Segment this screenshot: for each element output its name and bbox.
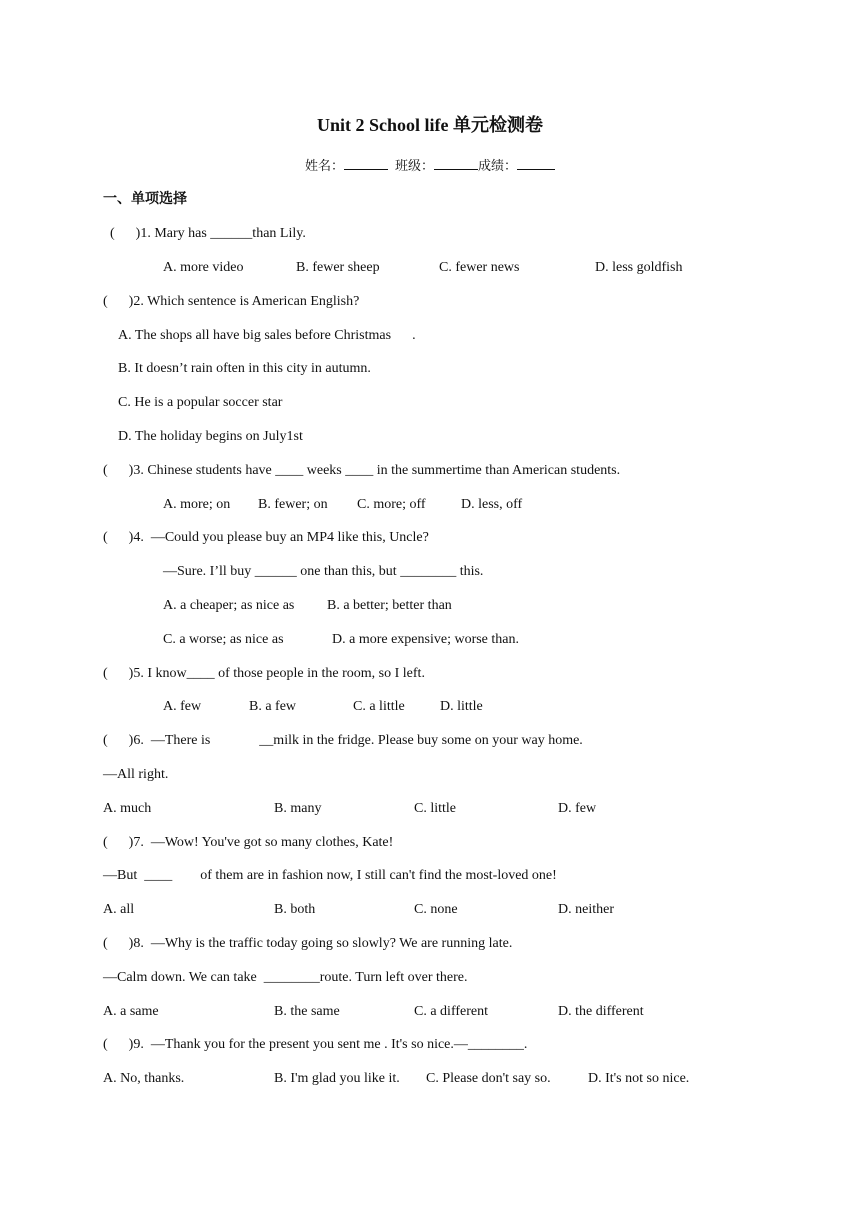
q9-option-a: A. No, thanks. bbox=[103, 1071, 185, 1086]
class-label: 班级： bbox=[394, 159, 434, 174]
q1-option-d: D. less goldfish bbox=[595, 260, 683, 275]
q2-option-d: D. The holiday begins on July1st bbox=[118, 429, 303, 444]
q7-option-b: B. both bbox=[274, 902, 316, 917]
q6-option-d: D. few bbox=[558, 801, 597, 816]
q8-reply: —Calm down. We can take ________route. Turn left over there. bbox=[103, 970, 468, 985]
q5-option-a: A. few bbox=[163, 699, 202, 714]
q7-option-c: C. none bbox=[414, 902, 458, 917]
q3-option-d: D. less, off bbox=[461, 497, 523, 512]
q1-option-c: C. fewer news bbox=[439, 260, 520, 275]
student-info-line bbox=[0, 155, 860, 176]
q8-option-b: B. the same bbox=[274, 1004, 340, 1019]
question-2: ( )2. Which sentence is American English? bbox=[103, 294, 360, 309]
class-blank[interactable] bbox=[434, 155, 478, 170]
question-3: ( )3. Chinese students have ____ weeks ____ in the summertime than American students. bbox=[103, 463, 621, 478]
q8-option-d: D. the different bbox=[558, 1004, 644, 1019]
question-6: ( )6. —There is __milk in the fridge. Please buy some on your way home. bbox=[103, 733, 583, 748]
q4-reply: —Sure. I’ll buy ______ one than this, but ________ this. bbox=[163, 564, 484, 579]
q1-option-a: A. more video bbox=[163, 260, 244, 275]
q5-option-c: C. a little bbox=[353, 699, 405, 714]
q2-option-b: B. It doesn’t rain often in this city in autumn. bbox=[118, 361, 371, 376]
q9-option-d: D. It's not so nice. bbox=[588, 1071, 690, 1086]
q7-option-a: A. all bbox=[103, 902, 135, 917]
q7-option-d: D. neither bbox=[558, 902, 614, 917]
q2-option-c: C. He is a popular soccer star bbox=[118, 395, 283, 410]
question-9: ( )9. —Thank you for the present you sent me . It's so nice.—________. bbox=[103, 1037, 528, 1052]
q4-option-b: B. a better; better than bbox=[327, 598, 452, 613]
document-title: Unit 2 School life 单元检测卷 bbox=[316, 115, 543, 135]
score-blank[interactable] bbox=[517, 155, 555, 170]
q8-option-c: C. a different bbox=[414, 1004, 488, 1019]
q3-option-a: A. more; on bbox=[163, 497, 231, 512]
question-8: ( )8. —Why is the traffic today going so slowly? We are running late. bbox=[103, 936, 513, 951]
q4-option-d: D. a more expensive; worse than. bbox=[332, 632, 519, 647]
q4-option-c: C. a worse; as nice as bbox=[163, 632, 284, 647]
q6-option-c: C. little bbox=[414, 801, 456, 816]
question-7: ( )7. —Wow! You've got so many clothes, Kate! bbox=[103, 835, 394, 850]
q6-option-a: A. much bbox=[103, 801, 152, 816]
q8-option-a: A. a same bbox=[103, 1004, 159, 1019]
q5-option-d: D. little bbox=[440, 699, 483, 714]
q7-reply: —But ____ of them are in fashion now, I still can't find the most-loved one! bbox=[103, 868, 557, 883]
q4-option-a: A. a cheaper; as nice as bbox=[163, 598, 295, 613]
name-blank[interactable] bbox=[344, 155, 388, 170]
q9-option-c: C. Please don't say so. bbox=[426, 1071, 551, 1086]
q6-reply: —All right. bbox=[103, 767, 169, 782]
q3-option-c: C. more; off bbox=[357, 497, 426, 512]
q2-option-a: A. The shops all have big sales before Christmas . bbox=[118, 328, 416, 343]
question-4: ( )4. —Could you please buy an MP4 like this, Uncle? bbox=[103, 530, 429, 545]
q9-option-b: B. I'm glad you like it. bbox=[274, 1071, 400, 1086]
section-heading-single-choice: 一、单项选择 bbox=[103, 191, 187, 207]
question-5: ( )5. I know____ of those people in the room, so I left. bbox=[103, 666, 425, 681]
question-1: ( )1. Mary has ______than Lily. bbox=[110, 226, 306, 241]
score-label: 成绩： bbox=[478, 159, 518, 174]
q1-option-b: B. fewer sheep bbox=[296, 260, 380, 275]
name-label: 姓名： bbox=[304, 159, 344, 174]
q5-option-b: B. a few bbox=[249, 699, 297, 714]
q6-option-b: B. many bbox=[274, 801, 322, 816]
q3-option-b: B. fewer; on bbox=[258, 497, 328, 512]
